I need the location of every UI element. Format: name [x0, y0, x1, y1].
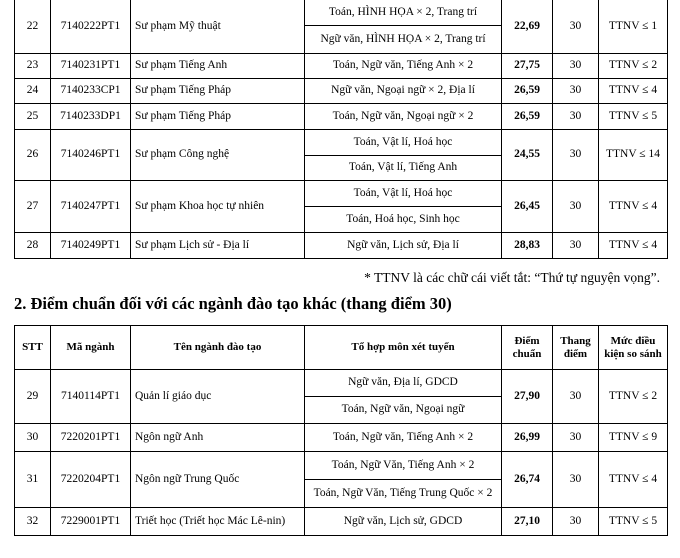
scale-cell: 30 [553, 130, 599, 181]
table-row [15, 452, 668, 480]
name-cell: Sư phạm Tiếng Pháp [131, 104, 305, 130]
header-scale: Thang điểm [553, 326, 599, 370]
cond-cell: TTNV ≤ 14 [599, 130, 668, 181]
stt-cell: 22 [15, 0, 51, 54]
stt-cell: 29 [15, 370, 51, 424]
scale-cell: 30 [553, 79, 599, 104]
cond-cell: TTNV ≤ 2 [599, 54, 668, 79]
stt-cell: 28 [15, 233, 51, 259]
combo-cell: Toán, Ngữ văn, Tiếng Anh × 2 [305, 54, 502, 79]
scale-cell: 30 [553, 54, 599, 79]
scale-cell: 30 [553, 508, 599, 536]
cond-cell: TTNV ≤ 5 [599, 104, 668, 130]
header-code: Mã ngành [51, 326, 131, 370]
combo-cell: Toán, Hoá học, Sinh học [305, 207, 502, 233]
header-name: Tên ngành đào tạo [131, 326, 305, 370]
name-cell: Quản lí giáo dục [131, 370, 305, 424]
footnote: * TTNV là các chữ cái viết tắt: “Thứ tự nguyện vọng”. [364, 270, 660, 285]
name-cell: Ngôn ngữ Anh [131, 424, 305, 452]
table-row [15, 181, 668, 207]
score-cell: 26,99 [502, 424, 553, 452]
admission-table-1 [14, 0, 668, 259]
scale-cell: 30 [553, 370, 599, 424]
table-row [15, 130, 668, 156]
score-cell: 27,75 [502, 54, 553, 79]
table-row [15, 370, 668, 397]
stt-cell: 24 [15, 79, 51, 104]
combo-cell: Toán, Ngữ Văn, Tiếng Trung Quốc × 2 [305, 480, 502, 508]
name-cell: Sư phạm Lịch sử - Địa lí [131, 233, 305, 259]
name-cell: Ngôn ngữ Trung Quốc [131, 452, 305, 508]
combo-cell: Ngữ văn, HÌNH HỌA × 2, Trang trí [305, 26, 502, 54]
cond-cell: TTNV ≤ 4 [599, 452, 668, 508]
header-combo: Tổ hợp môn xét tuyển [305, 326, 502, 370]
combo-cell: Toán, Vật lí, Hoá học [305, 130, 502, 156]
cond-cell: TTNV ≤ 4 [599, 181, 668, 233]
combo-cell: Toán, Ngữ văn, Ngoại ngữ [305, 397, 502, 424]
table-row [15, 233, 668, 259]
score-cell: 24,55 [502, 130, 553, 181]
score-cell: 27,10 [502, 508, 553, 536]
score-cell: 28,83 [502, 233, 553, 259]
score-cell: 22,69 [502, 0, 553, 54]
admission-table-2 [14, 325, 668, 536]
combo-cell: Toán, Ngữ văn, Ngoại ngữ × 2 [305, 104, 502, 130]
combo-cell: Toán, Vật lí, Tiếng Anh [305, 156, 502, 181]
scale-cell: 30 [553, 0, 599, 54]
name-cell: Sư phạm Công nghệ [131, 130, 305, 181]
scale-cell: 30 [553, 233, 599, 259]
score-cell: 27,90 [502, 370, 553, 424]
stt-cell: 27 [15, 181, 51, 233]
header-cond: Mức điều kiện so sánh [599, 326, 668, 370]
code-cell: 7140249PT1 [51, 233, 131, 259]
cond-cell: TTNV ≤ 2 [599, 370, 668, 424]
section-title: 2. Điểm chuẩn đối với các ngành đào tạo khác (thang điểm 30) [14, 294, 452, 313]
code-cell: 7140231PT1 [51, 54, 131, 79]
code-cell: 7140246PT1 [51, 130, 131, 181]
table-row [15, 54, 668, 79]
score-cell: 26,59 [502, 79, 553, 104]
scale-cell: 30 [553, 181, 599, 233]
table-row [15, 424, 668, 452]
score-cell: 26,45 [502, 181, 553, 233]
table-row [15, 508, 668, 536]
combo-cell: Ngữ văn, Lịch sử, GDCD [305, 508, 502, 536]
name-cell: Triết học (Triết học Mác Lê-nin) [131, 508, 305, 536]
stt-cell: 31 [15, 452, 51, 508]
table-row [15, 0, 668, 26]
stt-cell: 25 [15, 104, 51, 130]
header-row [15, 326, 668, 370]
combo-cell: Toán, Ngữ văn, Tiếng Anh × 2 [305, 424, 502, 452]
stt-cell: 26 [15, 130, 51, 181]
cond-cell: TTNV ≤ 4 [599, 79, 668, 104]
cond-cell: TTNV ≤ 1 [599, 0, 668, 54]
code-cell: 7140222PT1 [51, 0, 131, 54]
combo-cell: Ngữ văn, Lịch sử, Địa lí [305, 233, 502, 259]
stt-cell: 23 [15, 54, 51, 79]
scale-cell: 30 [553, 104, 599, 130]
combo-cell: Toán, Ngữ Văn, Tiếng Anh × 2 [305, 452, 502, 480]
combo-cell: Toán, HÌNH HỌA × 2, Trang trí [305, 0, 502, 26]
code-cell: 7140233DP1 [51, 104, 131, 130]
cond-cell: TTNV ≤ 9 [599, 424, 668, 452]
code-cell: 7220204PT1 [51, 452, 131, 508]
code-cell: 7229001PT1 [51, 508, 131, 536]
table-row [15, 79, 668, 104]
name-cell: Sư phạm Mỹ thuật [131, 0, 305, 54]
code-cell: 7140114PT1 [51, 370, 131, 424]
cond-cell: TTNV ≤ 4 [599, 233, 668, 259]
stt-cell: 32 [15, 508, 51, 536]
score-cell: 26,59 [502, 104, 553, 130]
name-cell: Sư phạm Tiếng Pháp [131, 79, 305, 104]
cond-cell: TTNV ≤ 5 [599, 508, 668, 536]
code-cell: 7140233CP1 [51, 79, 131, 104]
name-cell: Sư phạm Tiếng Anh [131, 54, 305, 79]
score-cell: 26,74 [502, 452, 553, 508]
scale-cell: 30 [553, 452, 599, 508]
scale-cell: 30 [553, 424, 599, 452]
combo-cell: Ngữ văn, Ngoại ngữ × 2, Địa lí [305, 79, 502, 104]
table-row [15, 104, 668, 130]
code-cell: 7220201PT1 [51, 424, 131, 452]
combo-cell: Ngữ văn, Địa lí, GDCD [305, 370, 502, 397]
header-score: Điểm chuẩn [502, 326, 553, 370]
code-cell: 7140247PT1 [51, 181, 131, 233]
combo-cell: Toán, Vật lí, Hoá học [305, 181, 502, 207]
stt-cell: 30 [15, 424, 51, 452]
header-stt: STT [15, 326, 51, 370]
name-cell: Sư phạm Khoa học tự nhiên [131, 181, 305, 233]
